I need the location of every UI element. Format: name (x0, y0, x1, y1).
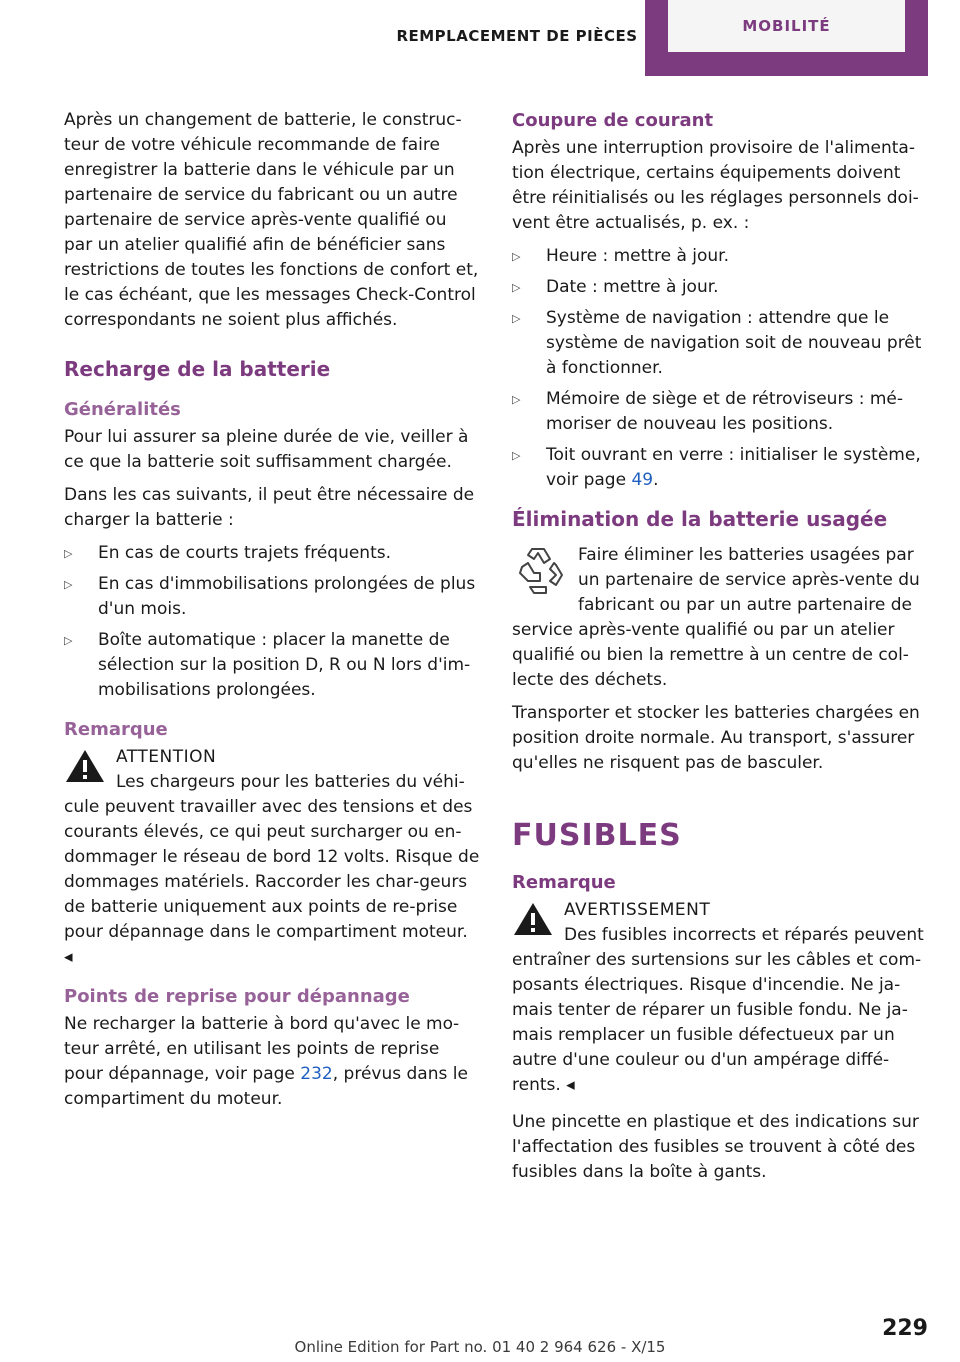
bullet-arrow-icon: ▷ (512, 312, 521, 325)
header-tab (645, 0, 928, 76)
attention-text: Les chargeurs pour les batteries du véhi‐cule peuvent travailler avec des tensions et des courants élevés, ce qui peut surcharger ou en‐dommager le réseau de bord 12 volts. Risque de dommages matériels. Raccorder les char‐geurs de batterie uniquement aux points de re‐prise pour dépannage dans le compartiment moteur. ◂ (64, 772, 480, 967)
list-item: ▷ Heure : mettre à jour. (512, 244, 928, 269)
generalites-paragraph-1: Pour lui assurer sa pleine durée de vie, veiller à ce que la batterie soit suffisamment chargée. (64, 427, 469, 472)
header-tab-label: MOBILITÉ (668, 0, 905, 52)
coupure-bullet-list (512, 244, 928, 493)
bullet-arrow-icon: ▷ (64, 634, 73, 647)
list-item: ▷ Date : mettre à jour. (512, 275, 928, 300)
intro-paragraph: Après un changement de batterie, le construc‐teur de votre véhicule recommande de faire enregistrer la batterie dans le véhicule par un partenaire de service du fabricant ou un autre partenaire de service après-vente qualifié ou par un atelier qualifié afin de bénéficier sans restrictions de toutes les fonctions de confort et, le cas échéant, que les messages Check-Control correspondants ne soient plus affichés. (64, 110, 479, 330)
recharge-bullet-list (64, 541, 480, 703)
bullet-arrow-icon: ▷ (512, 449, 521, 462)
avertissement-title: AVERTISSEMENT (564, 900, 711, 920)
attention-title: ATTENTION (116, 747, 217, 767)
list-item: ▷ Toit ouvrant en verre : initialiser le système, voir page 49. (512, 445, 921, 490)
avertissement-notice (512, 898, 928, 1098)
list-item: ▷ En cas d'immobilisations prolongées de plus d'un mois. (64, 574, 476, 619)
elimination-block (512, 543, 928, 776)
coupure-heading: Coupure de courant (512, 110, 714, 131)
fusibles-remarque-heading: Remarque (512, 872, 616, 893)
coupure-paragraph: Après une interruption provisoire de l'alimenta‐tion électrique, certains équipements doivent être réinitialisés ou les réglages personnels doi‐vent être actualisés, p. ex. : (512, 138, 919, 233)
right-column (512, 108, 928, 1193)
warning-triangle-icon (512, 900, 554, 938)
page-number: 229 (882, 1316, 928, 1341)
bullet-arrow-icon: ▷ (512, 281, 521, 294)
generalites-paragraph-2: Dans les cas suivants, il peut être nécessaire de charger la batterie : (64, 485, 475, 530)
page-link-49[interactable]: 49 (631, 470, 654, 490)
list-item: ▷ Boîte automatique : placer la manette de sélection sur la position D, R ou N lors d'im‐mobilisations prolongées. (64, 630, 471, 700)
header-section-title: REMPLACEMENT DE PIÈCES (396, 27, 638, 45)
points-heading: Points de reprise pour dépannage (64, 986, 410, 1007)
fusibles-heading: FUSIBLES (512, 818, 682, 853)
bullet-arrow-icon: ▷ (64, 578, 73, 591)
list-item: ▷ En cas de courts trajets fréquents. (64, 541, 480, 566)
generalites-heading: Généralités (64, 399, 181, 420)
bullet-arrow-icon: ▷ (64, 547, 73, 560)
avertissement-text: Des fusibles incorrects et réparés peuvent entraîner des surtensions sur les câbles et com‐posants électriques. Risque d'incendie. Ne ja‐mais tenter de réparer un fusible fondu. Ne ja‐mais remplacer un fusible défectueux par un autre d'une couleur ou d'un ampérage diffé‐rents. ◂ (512, 925, 924, 1095)
bullet-arrow-icon: ▷ (512, 393, 521, 406)
list-item: ▷ Mémoire de siège et de rétroviseurs : mé‐moriser de nouveau les positions. (512, 389, 903, 434)
recycle-icon (512, 543, 568, 599)
footer-edition: Online Edition for Part no. 01 40 2 964 626 - X/15 (294, 1338, 666, 1356)
page-link-232[interactable]: 232 (300, 1064, 333, 1084)
left-column (64, 108, 480, 1120)
warning-triangle-icon (64, 747, 106, 785)
list-item: ▷ Système de navigation : attendre que le système de navigation soit de nouveau prêt à fonctionner. (512, 308, 922, 378)
attention-notice (64, 745, 480, 970)
bullet-arrow-icon: ▷ (512, 250, 521, 263)
points-paragraph: Ne recharger la batterie à bord qu'avec le mo‐teur arrêté, en utilisant les points de reprise pour dépannage, voir page 232, prévus dans le compartiment du moteur. (64, 1014, 468, 1109)
elimination-paragraph-2: Transporter et stocker les batteries chargées en position droite normale. Au transport, s'assurer qu'elles ne risquent pas de basculer. (512, 703, 920, 773)
elimination-heading: Élimination de la batterie usagée (512, 507, 888, 531)
fusibles-paragraph: Une pincette en plastique et des indications sur l'affectation des fusibles se trouvent à côté des fusibles dans la boîte à gants. (512, 1112, 919, 1182)
remarque-heading: Remarque (64, 719, 168, 740)
elimination-paragraph-1: Faire éliminer les batteries usagées par un partenaire de service après-vente du fabricant ou par un autre partenaire de service après-vente qualifié ou par un atelier qualifié ou bien la remettre à un centre de col‐lecte des déchets. (512, 545, 920, 690)
recharge-heading: Recharge de la batterie (64, 357, 331, 381)
